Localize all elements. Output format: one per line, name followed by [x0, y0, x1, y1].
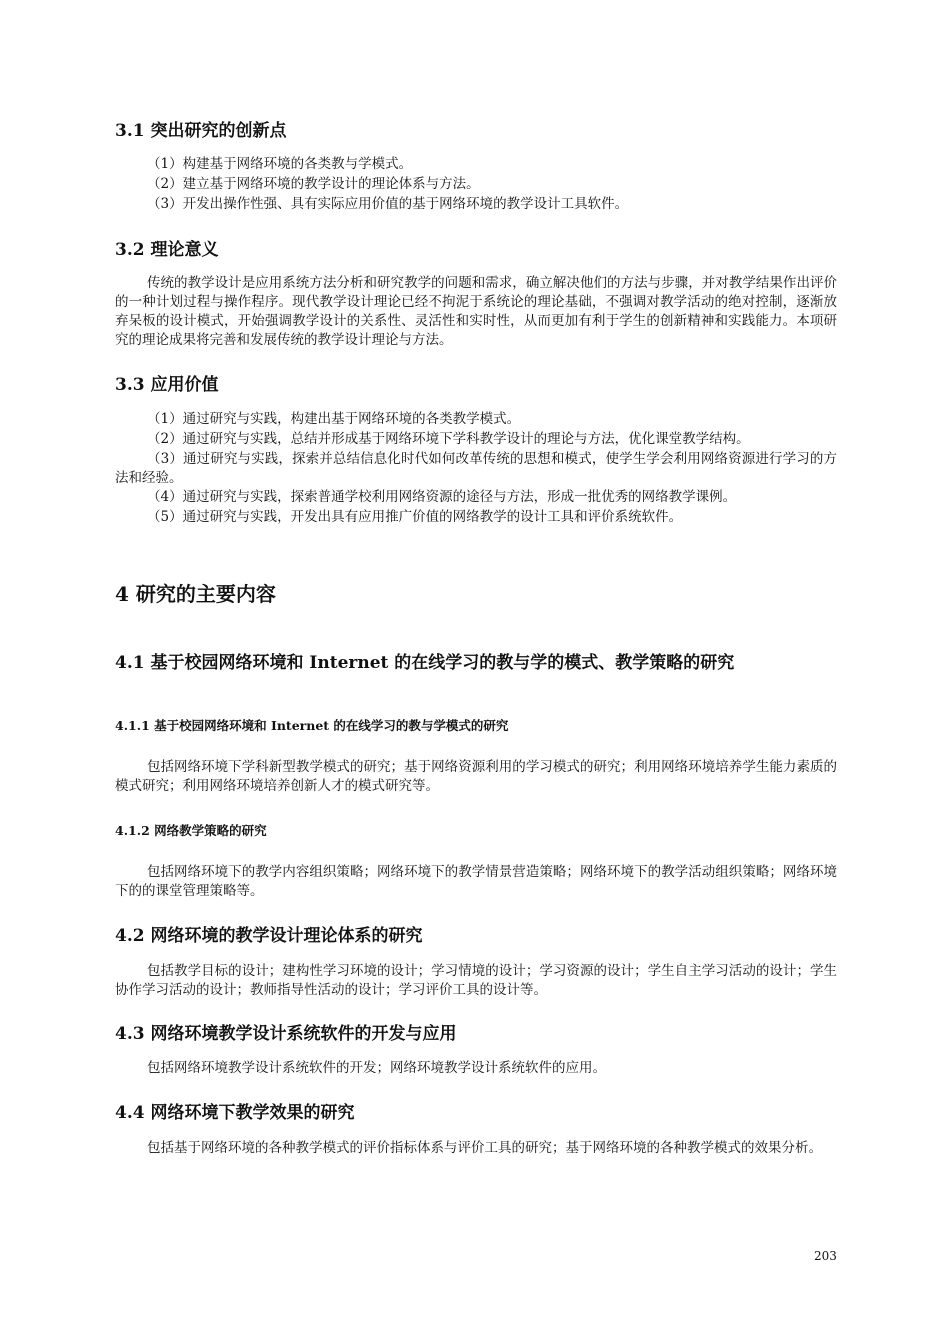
- heading-4-1-2: 4.1.2 网络教学策略的研究: [115, 823, 267, 838]
- heading-3-2: 3.2 理论意义: [115, 240, 219, 260]
- list-item: （3）开发出操作性强、具有实际应用价值的基于网络环境的教学设计工具软件。: [147, 196, 629, 212]
- paragraph-theory: 传统的教学设计是应用系统方法分析和研究教学的问题和需求，确立解决他们的方法与步骤，并对教学结果作出评价的一种计划过程与操作程序。现代教学设计理论已经不拘泥于系统论的理论基础，不强调对教学活动的绝对控制，逐渐放弃呆板的设计模式，开始强调教学设计的关系性、灵活性和实时性，从而更加有利于学生的创新精神和实践能力。本项研究的理论成果将完善和发展传统的教学设计理论与方法。: [115, 275, 837, 348]
- list-item: （1）构建基于网络环境的各类教与学模式。: [147, 156, 413, 172]
- paragraph-4-1-1: 包括网络环境下学科新型教学模式的研究；基于网络资源利用的学习模式的研究；利用网络环境培养学生能力素质的模式研究；利用网络环境培养创新人才的模式研究等。: [115, 759, 837, 794]
- heading-4-3: 4.3 网络环境教学设计系统软件的开发与应用: [115, 1024, 457, 1044]
- heading-4: 4 研究的主要内容: [115, 582, 276, 606]
- heading-3-1: 3.1 突出研究的创新点: [115, 121, 287, 141]
- heading-3-3: 3.3 应用价值: [115, 375, 219, 395]
- paragraph-4-1-2: 包括网络环境下的教学内容组织策略；网络环境下的教学情景营造策略；网络环境下的教学活动组织策略；网络环境下的的课堂管理策略等。: [115, 864, 837, 899]
- list-item: （2）建立基于网络环境的教学设计的理论体系与方法。: [147, 176, 480, 192]
- list-item: （2）通过研究与实践，总结并形成基于网络环境下学科教学设计的理论与方法，优化课堂教学结构。: [147, 431, 750, 447]
- page-number: 203: [814, 1249, 837, 1263]
- list-item: （5）通过研究与实践，开发出具有应用推广价值的网络教学的设计工具和评价系统软件。: [147, 509, 683, 525]
- paragraph-4-3: 包括网络环境教学设计系统软件的开发；网络环境教学设计系统软件的应用。: [147, 1060, 606, 1076]
- paragraph-4-4: 包括基于网络环境的各种教学模式的评价指标体系与评价工具的研究；基于网络环境的各种教学模式的效果分析。: [147, 1140, 822, 1156]
- heading-4-1-1: 4.1.1 基于校园网络环境和 Internet 的在线学习的教与学模式的研究: [115, 718, 509, 733]
- heading-4-4: 4.4 网络环境下教学效果的研究: [115, 1103, 355, 1123]
- heading-4-2: 4.2 网络环境的教学设计理论体系的研究: [115, 926, 423, 946]
- list-item: （1）通过研究与实践，构建出基于网络环境的各类教学模式。: [147, 411, 521, 427]
- list-item: （3）通过研究与实践，探索并总结信息化时代如何改革传统的思想和模式，使学生学会利用网络资源进行学习的方法和经验。: [115, 451, 837, 486]
- paragraph-4-2: 包括教学目标的设计；建构性学习环境的设计；学习情境的设计；学习资源的设计；学生自主学习活动的设计；学生协作学习活动的设计；教师指导性活动的设计；学习评价工具的设计等。: [115, 963, 837, 998]
- list-item: （4）通过研究与实践，探索普通学校利用网络资源的途径与方法，形成一批优秀的网络教学课例。: [147, 489, 737, 505]
- heading-4-1: 4.1 基于校园网络环境和 Internet 的在线学习的教与学的模式、教学策略的研究: [115, 653, 735, 673]
